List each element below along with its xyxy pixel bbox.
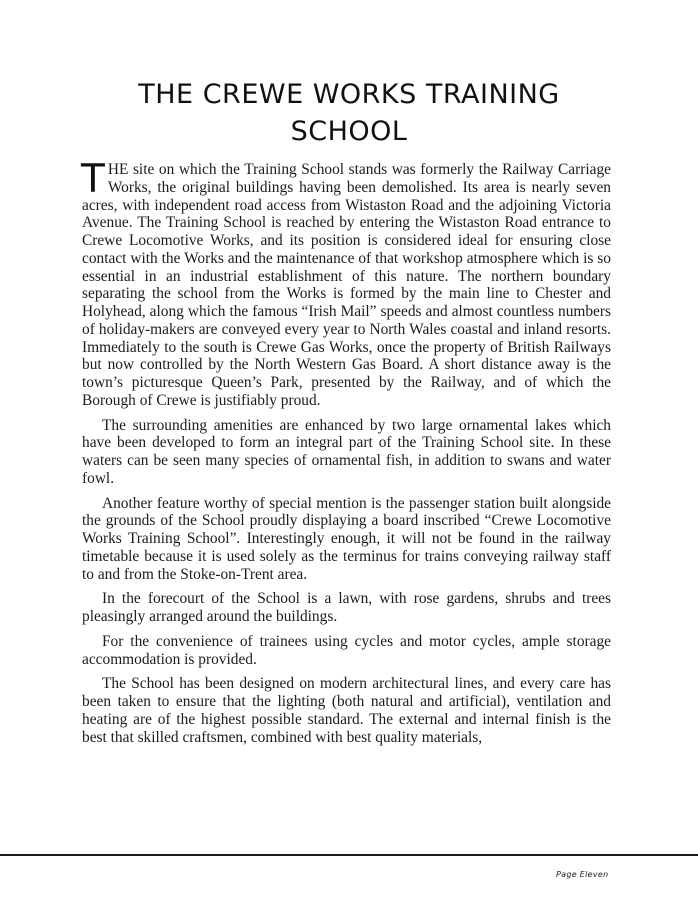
paragraph-4: In the forecourt of the School is a lawn, with rose gardens, shrubs and trees pleasingly arranged around the buildings. (82, 590, 611, 625)
paragraph-1-text: HE site on which the Training School stands was formerly the Railway Carriage Works, the original buildings having been demolished. Its area is nearly seven acres, with independent road access from Wistaston Road and the adjoining Victoria Avenue. The Training School is reached by entering the Wistaston Road entrance to Crewe Locomotive Works, and its position is considered ideal for ensuring close contact with the Works and the maintenance of that workshop atmosphere which is so essential in an industrial establishment of this nature. The northern boundary separating the school from the Works is formed by the main line to Chester and Holyhead, along which the famous “Irish Mail” speeds and almost countless numbers of holiday-makers are conveyed every year to North Wales coastal and inland resorts. Immediately to the south is Crewe Gas Works, once the property of British Railways but now controlled by the North Western Gas Board. A short distance away is the town’s picturesque Queen’s Park, presented by the Railway, and of which the Borough of Crewe is justifiably proud. (82, 161, 611, 409)
paragraph-1 (81, 157, 611, 410)
page-number: Page Eleven (556, 870, 609, 879)
drop-cap: T (81, 157, 105, 202)
paragraph-5: For the convenience of trainees using cycles and motor cycles, ample storage accommodation is provided. (82, 632, 611, 668)
footer-rule (0, 854, 698, 856)
title-line-2: SCHOOL (290, 116, 408, 147)
paragraph-3: Another feature worthy of special mention is the passenger station built alongside the grounds of the School proudly displaying a board inscribed “Crewe Locomotive Works Training School”. Interestingly enough, it will not be found in the railway timetable because it is used solely as the terminus for trains conveying railway staff to and from the Stoke-on-Trent area. (82, 494, 611, 583)
paragraph-2: The surrounding amenities are enhanced by two large ornamental lakes which have been developed to form an integral part of the Training School site. In these waters can be seen many species of ornamental fish, in addition to swans and water fowl. (82, 416, 611, 487)
paragraph-6: The School has been designed on modern architectural lines, and every care has been taken to ensure that the lighting (both natural and artificial), ventilation and heating are of the highest possible standard. The external and internal finish is the best that skilled craftsmen, combined with best quality materials, (82, 675, 611, 746)
page-title (0, 76, 698, 150)
title-line-1: THE CREWE WORKS TRAINING (138, 79, 560, 110)
article-body (81, 157, 611, 753)
